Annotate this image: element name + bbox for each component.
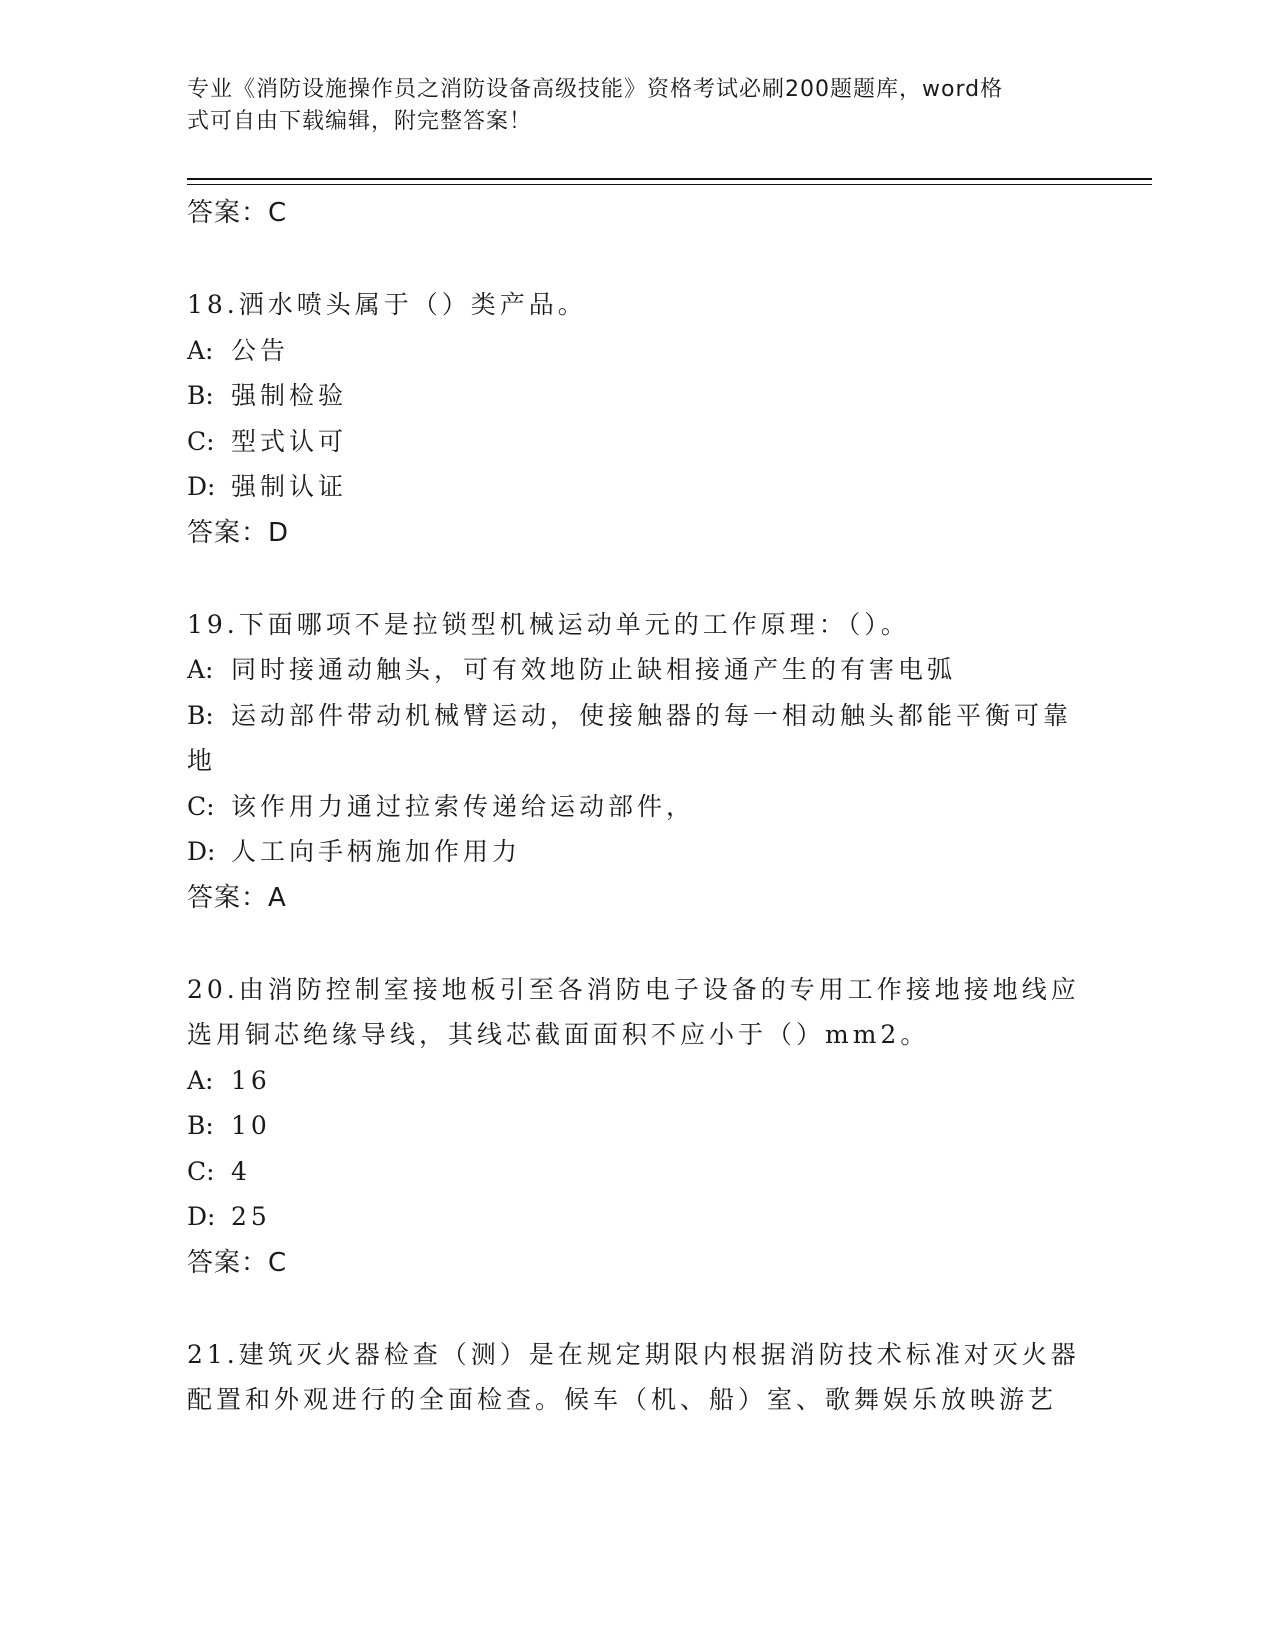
option-text: 25 [231,1202,271,1231]
document-header [187,74,1067,138]
option-text: 型式认可 [231,426,348,456]
option-b [187,373,1087,419]
option-label: A: [187,655,214,684]
option-label: D: [187,1202,216,1231]
option-a [187,328,1087,374]
option-d [187,464,1087,510]
answer: 答案：C [187,1247,288,1278]
option-text: 强制检验 [231,381,348,410]
document-body [187,190,1087,1423]
option-label: B: [187,381,214,410]
option-label: C: [187,791,215,821]
option-d [187,829,1087,875]
option-b [187,1103,1087,1149]
question-19 [187,602,1087,921]
option-a [187,647,1087,693]
question-stem-continued: 选用铜芯绝缘导线，其线芯截面面积不应小于（）mm2。 [187,1020,930,1049]
question-18 [187,282,1087,556]
question-stem: 18.洒水喷头属于（）类产品。 [187,290,587,319]
option-label: D: [187,472,216,501]
option-text: 人工向手柄施加作用力 [231,837,522,866]
option-label: C: [187,1156,215,1186]
question-20 [187,967,1087,1286]
option-text: 公告 [231,335,290,365]
question-stem-continued: 配置和外观进行的全面检查。候车（机、船）室、歌舞娱乐放映游艺 [187,1385,1058,1414]
question-stem: 19.下面哪项不是拉锁型机械运动单元的工作原理：（）。 [187,609,910,639]
header-line-1: 专业《消防设施操作员之消防设备高级技能》资格考试必刷200题题库，word格 [187,77,1004,102]
header-divider-thin [187,184,1152,185]
option-text: 运动部件带动机械臂运动，使接触器的每一相动触头都能平衡可靠地 [187,700,1073,775]
header-line-2: 式可自由下载编辑，附完整答案！ [187,109,533,134]
option-text: 4 [231,1156,251,1186]
option-d [187,1194,1087,1240]
option-b [187,693,1087,784]
option-a [187,1058,1087,1104]
option-text: 10 [231,1111,271,1140]
option-label: C: [187,426,215,456]
option-label: A: [187,1065,214,1095]
option-c [187,1149,1087,1195]
header-divider-thick [187,178,1152,180]
option-label: A: [187,335,214,365]
question-21 [187,1332,1087,1423]
option-c [187,419,1087,465]
answer: 答案：A [187,882,287,913]
answer: 答案：D [187,517,290,548]
question-stem: 21.建筑灭火器检查（测）是在规定期限内根据消防技术标准对灭火器 [187,1339,1080,1369]
option-text: 同时接通动触头，可有效地防止缺相接通产生的有害电弧 [231,655,957,684]
option-text: 强制认证 [231,472,348,501]
option-text: 该作用力通过拉索传递给运动部件， [231,791,696,821]
option-label: B: [187,700,214,730]
option-label: B: [187,1111,214,1140]
question-stem: 20.由消防控制室接地板引至各消防电子设备的专用工作接地接地线应 [187,974,1080,1004]
option-c [187,784,1087,830]
option-text: 16 [231,1065,271,1095]
option-label: D: [187,837,216,866]
previous-answer: 答案：C [187,198,288,228]
